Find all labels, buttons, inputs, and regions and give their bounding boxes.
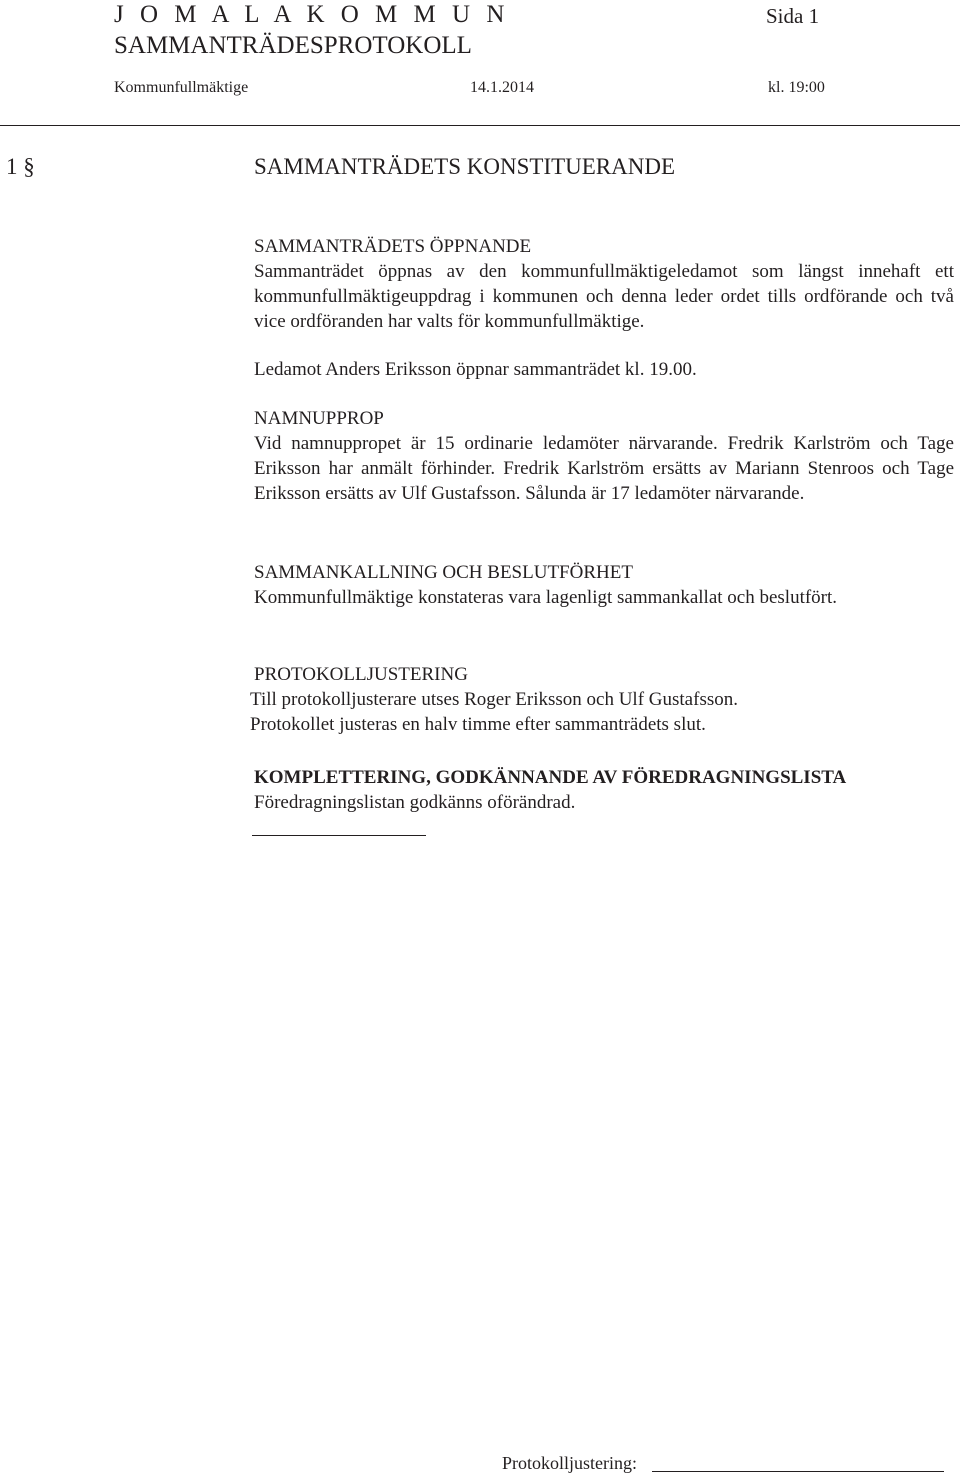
meeting-body: Kommunfullmäktige — [114, 79, 249, 96]
footer-adjustment-label: Protokolljustering: — [502, 1453, 637, 1473]
opening-heading: SAMMANTRÄDETS ÖPPNANDE — [254, 236, 532, 257]
quorum-heading: SAMMANKALLNING OCH BESLUTFÖRHET — [254, 562, 633, 583]
meeting-time: kl. 19:00 — [768, 79, 825, 96]
agenda-text: Föredragningslistan godkänns oförändrad. — [254, 792, 576, 813]
signature-line — [652, 1471, 944, 1472]
meeting-date: 14.1.2014 — [470, 79, 534, 96]
rollcall-text: Vid namnuppropet är 15 ordinarie ledamöter närvarande. Fredrik Karlström och Tage Eriksson har anmält förhinder. Fredrik Karlström ersätts av Mariann Stenroos och Tage Eriksson ersätts av Ulf Gustafsson. Sålunda är 17 ledamöter närvarande. — [254, 433, 954, 504]
opening-text: Sammanträdet öppnas av den kommunfullmäktigeledamot som längst innehaft ett kommunfullmäktigeuppdrag i kommunen och denna leder ordet tills ordförande och två vice ordföranden har valts för kommunfullmäktige. — [254, 261, 954, 332]
section-end-rule — [252, 835, 426, 836]
adjustment-section — [250, 662, 950, 737]
adjustment-line-1: Till protokolljusterare utses Roger Eriksson och Ulf Gustafsson. — [250, 689, 738, 710]
quorum-section — [254, 560, 954, 610]
adjustment-heading: PROTOKOLLJUSTERING — [254, 664, 468, 685]
page-number: Sida 1 — [766, 4, 820, 28]
municipality-name: J O M A L A K O M M U N — [114, 1, 510, 28]
document-title: SAMMANTRÄDESPROTOKOLL — [114, 32, 472, 59]
rollcall-heading: NAMNUPPROP — [254, 408, 384, 429]
section-number: 1 § — [6, 154, 35, 179]
quorum-text: Kommunfullmäktige konstateras vara lagenligt sammankallat och beslutfört. — [254, 587, 838, 608]
section-title: SAMMANTRÄDETS KONSTITUERANDE — [254, 154, 676, 179]
adjustment-line-2: Protokollet justeras en halv timme efter sammanträdets slut. — [250, 714, 706, 735]
opening-note-section — [254, 357, 954, 382]
opening-section — [254, 234, 954, 334]
rollcall-section — [254, 406, 954, 506]
header-divider — [0, 125, 960, 126]
agenda-section — [254, 765, 954, 815]
agenda-heading: KOMPLETTERING, GODKÄNNANDE AV FÖREDRAGNINGSLISTA — [254, 767, 847, 788]
opening-note: Ledamot Anders Eriksson öppnar sammanträdet kl. 19.00. — [254, 359, 697, 380]
